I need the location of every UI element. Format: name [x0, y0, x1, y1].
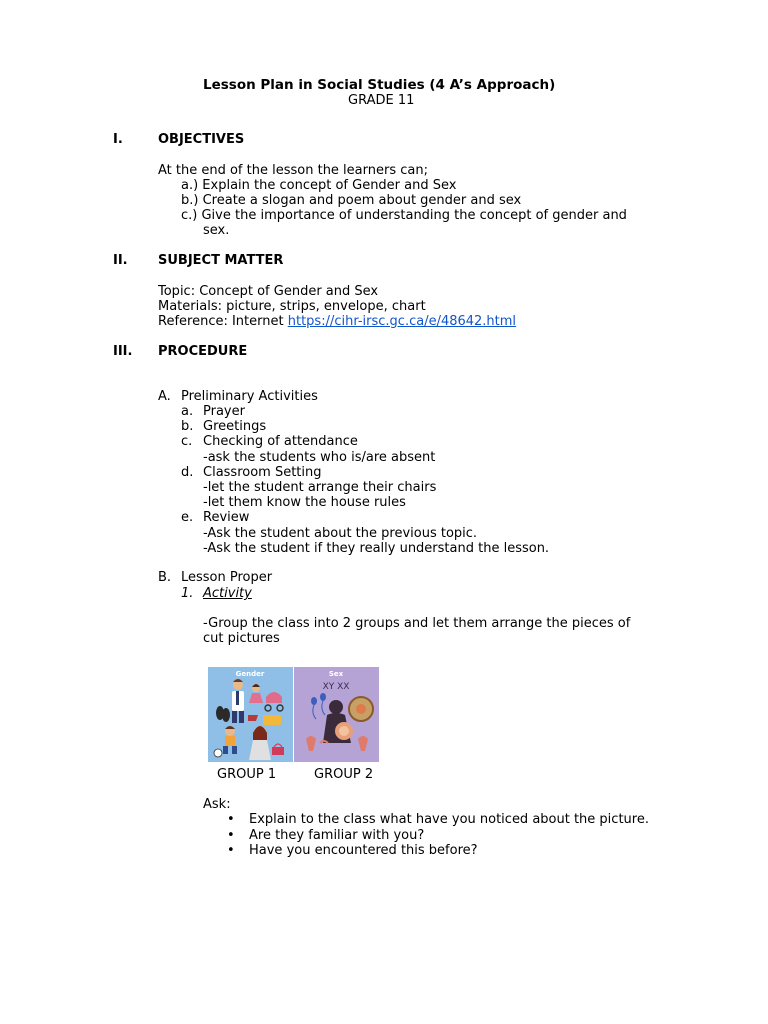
preliminary-item: Classroom Setting — [203, 464, 322, 480]
activity-number: 1. — [181, 586, 194, 601]
preliminary-item-note: -let the student arrange their chairs — [203, 480, 437, 495]
preliminary-item-note: -ask the students who is/are absent — [203, 449, 436, 465]
objectives-intro: At the end of the lesson the learners can; — [158, 163, 428, 178]
topic-line: Topic: Concept of Gender and Sex — [158, 284, 379, 299]
bullet-icon: • — [227, 812, 235, 827]
objective-item-continuation: sex. — [203, 223, 230, 238]
objectives-heading: OBJECTIVES — [158, 132, 245, 147]
preliminary-item: Review — [203, 510, 250, 526]
document-title: Lesson Plan in Social Studies (4 A’s Approach) — [203, 77, 556, 93]
reference-line — [158, 314, 516, 329]
objective-item: a.) Explain the concept of Gender and Sex — [181, 178, 457, 193]
preliminary-item-note: -Ask the student if they really understand the lesson. — [203, 540, 550, 556]
preliminary-title: Preliminary Activities — [181, 389, 318, 404]
preliminary-label: A. — [158, 389, 171, 404]
preliminary-item: Greetings — [203, 419, 267, 435]
subject-matter-numeral: II. — [113, 253, 128, 268]
lesson-proper-label: B. — [158, 570, 172, 585]
bullet-icon: • — [227, 843, 235, 858]
question-item: Explain to the class what have you noticed about the picture. — [249, 812, 649, 827]
preliminary-item-letter: a. — [181, 404, 194, 419]
reference-label: Reference: Internet — [158, 314, 288, 329]
preliminary-item-letter: d. — [181, 464, 194, 480]
gender-panel-label: Gender — [235, 670, 265, 678]
objectives-numeral: I. — [113, 132, 123, 147]
reference-link[interactable]: https://cihr-irsc.gc.ca/e/48642.html — [287, 314, 517, 329]
preliminary-item-letter: c. — [181, 434, 193, 450]
objective-item: c.) Give the importance of understanding the concept of gender and — [181, 208, 627, 223]
grade-label: GRADE 11 — [348, 93, 415, 108]
question-item: Are they familiar with you? — [249, 827, 425, 843]
objective-item: b.) Create a slogan and poem about gender and sex — [181, 193, 522, 208]
procedure-heading: PROCEDURE — [158, 344, 248, 359]
group-2-label: GROUP 2 — [314, 767, 374, 782]
gender-sex-picture — [208, 667, 379, 762]
materials-line: Materials: picture, strips, envelope, chart — [158, 299, 426, 314]
chromosome-label: XY XX — [322, 682, 350, 692]
lesson-proper-title: Lesson Proper — [181, 570, 273, 585]
egg-cell-icon — [349, 697, 373, 721]
gender-sex-illustration — [208, 667, 379, 762]
subject-matter-heading: SUBJECT MATTER — [158, 253, 284, 268]
toolbox-icon — [263, 715, 281, 725]
preliminary-item-note: -let them know the house rules — [203, 495, 406, 511]
sex-panel-label: Sex — [328, 670, 344, 678]
activity-description: -Group the class into 2 groups and let them arrange the pieces of — [203, 616, 631, 631]
preliminary-item-note: -Ask the student about the previous topic. — [203, 525, 478, 541]
bullet-icon: • — [227, 827, 235, 843]
preliminary-item: Checking of attendance — [203, 434, 358, 450]
activity-description-continuation: cut pictures — [203, 631, 280, 646]
preliminary-item: Prayer — [203, 404, 245, 419]
preliminary-item-letter: b. — [181, 419, 194, 435]
group-1-label: GROUP 1 — [217, 767, 277, 782]
question-item: Have you encountered this before? — [249, 843, 478, 858]
activity-title: Activity — [203, 586, 252, 601]
procedure-numeral: III. — [113, 344, 133, 359]
preliminary-item-letter: e. — [181, 510, 194, 526]
ask-label: Ask: — [203, 797, 231, 812]
